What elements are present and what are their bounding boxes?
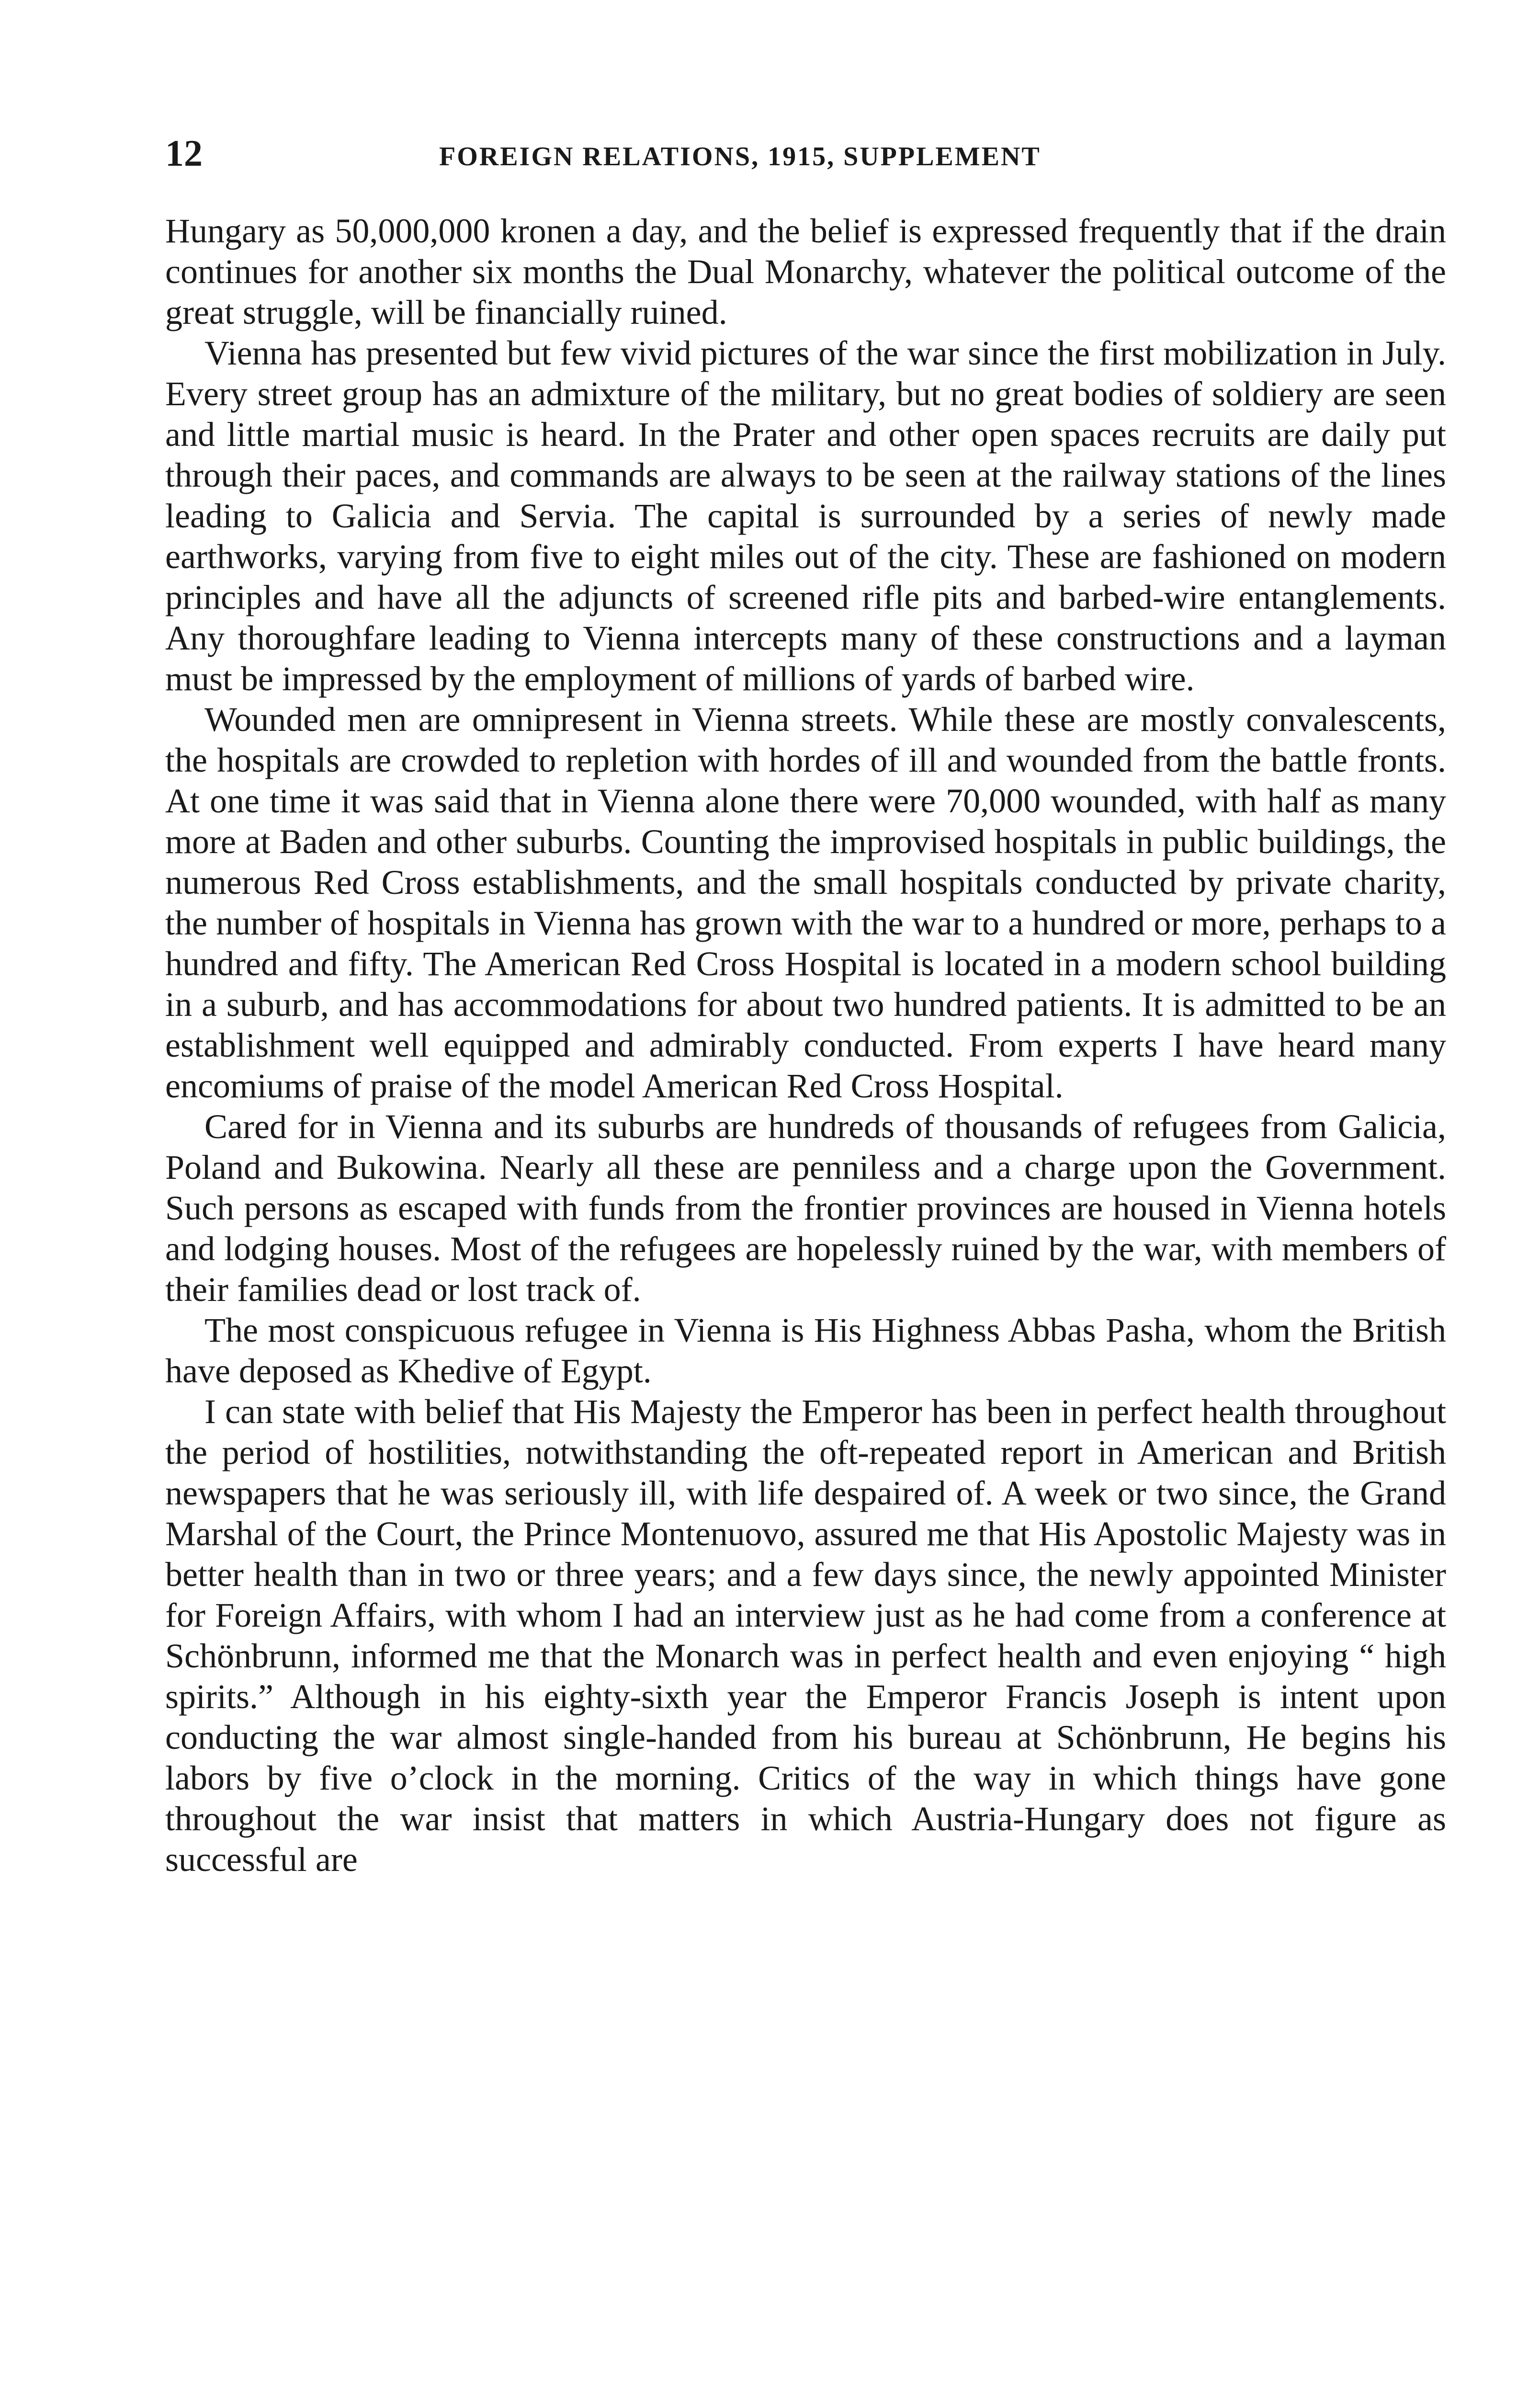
paragraph-abbas-pasha: The most conspicuous refugee in Vienna is His Highness Abbas Pasha, whom the British have deposed as Khedive of Egypt. xyxy=(165,1311,1446,1390)
running-head: FOREIGN RELATIONS, 1915, SUPPLEMENT xyxy=(439,142,1041,171)
paragraph-refugees: Cared for in Vienna and its suburbs are hundreds of thousands of refugees from Galicia, Poland and Bukowina. Nearly all these are penniless and a charge upon the Government. Such persons as escaped with funds from the frontier provinces are housed in Vienna hotels and lodging houses. Most of the refugees are hopelessly ruined by the war, with members of their families dead or lost track of. xyxy=(165,1107,1446,1309)
paragraph-emperor-health: I can state with belief that His Majesty the Emperor has been in perfect health throughout the period of hostilities, notwithstanding the oft-repeated report in American and British newspapers that he was seriously ill, with life despaired of. A week or two since, the Grand Marshal of the Court, the Prince Montenuovo, assured me that His Apostolic Majesty was in better health than in two or three years; and a few days since, the newly appointed Minister for Foreign Affairs, with whom I had an interview just as he had come from a conference at Schönbrunn, informed me that the Monarch was in perfect health and even enjoying “ high spirits.” Although in his eighty-sixth year the Emperor Francis Joseph is intent upon conducting the war almost single-handed from his bureau at Schönbrunn, He begins his labors by five o’clock in the morning. Critics of the way in which things have gone throughout the war insist that matters in which Austria-Hungary does not figure as successful are xyxy=(165,1392,1446,1879)
page-header xyxy=(165,129,1449,177)
page-number: 12 xyxy=(165,132,203,174)
paragraph-continued: Hungary as 50,000,000 kronen a day, and the belief is expressed frequently that if the drain continues for another six months the Dual Monarchy, whatever the political outcome of the great struggle, will be financially ruined. xyxy=(165,212,1446,331)
body-text xyxy=(165,211,1446,1880)
paragraph-vienna-war-pictures: Vienna has presented but few vivid pictures of the war since the first mobilization in July. Every street group has an admixture of the military, but no great bodies of soldiery are seen and little martial music is heard. In the Prater and other open spaces recruits are daily put through their paces, and commands are always to be seen at the railway stations of the lines leading to Galicia and Servia. The capital is surrounded by a series of newly made earthworks, varying from five to eight miles out of the city. These are fashioned on modern principles and have all the adjuncts of screened rifle pits and barbed-wire entanglements. Any thoroughfare leading to Vienna intercepts many of these constructions and a layman must be impressed by the employment of millions of yards of barbed wire. xyxy=(165,334,1446,698)
paragraph-wounded-hospitals: Wounded men are omnipresent in Vienna streets. While these are mostly convalescents, the hospitals are crowded to repletion with hordes of ill and wounded from the battle fronts. At one time it was said that in Vienna alone there were 70,000 wounded, with half as many more at Baden and other suburbs. Counting the improvised hospitals in public buildings, the numerous Red Cross establishments, and the small hospitals conducted by private charity, the number of hospitals in Vienna has grown with the war to a hundred or more, perhaps to a hundred and fifty. The American Red Cross Hospital is located in a modern school building in a suburb, and has accommodations for about two hundred patients. It is admitted to be an establishment well equipped and admirably conducted. From experts I have heard many encomiums of praise of the model American Red Cross Hospital. xyxy=(165,700,1446,1105)
